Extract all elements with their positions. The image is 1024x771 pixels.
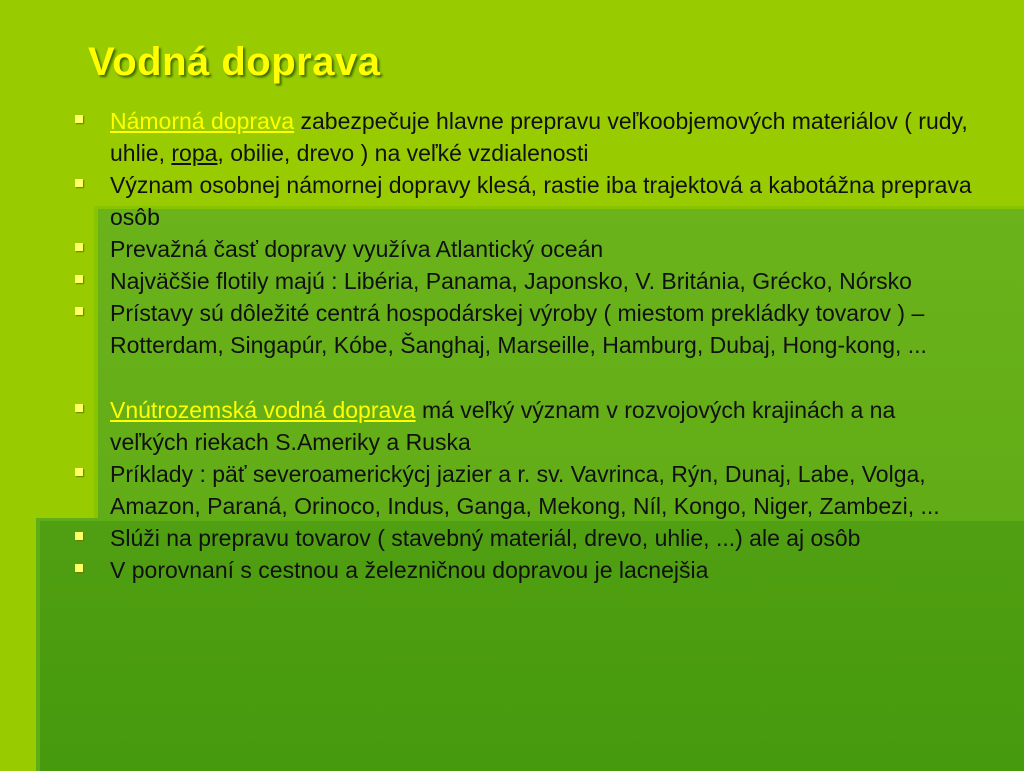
- square-bullet-icon: [75, 532, 83, 540]
- bullet-text: Najväčšie flotily majú : Libéria, Panama, Japonsko, V. Británia, Grécko, Nórsko: [110, 268, 912, 294]
- link-ropa[interactable]: ropa: [171, 140, 218, 166]
- bullet-text: Význam osobnej námornej dopravy klesá, rastie iba trajektová a kabotážna preprava osôb: [110, 172, 972, 230]
- list-item: [72, 297, 972, 361]
- link-vnutrozemska-vodna-doprava[interactable]: Vnútrozemská vodná doprava: [110, 397, 416, 423]
- bullet-text: V porovnaní s cestnou a železničnou dopravou je lacnejšia: [110, 557, 709, 583]
- bullet-text: , obilie, drevo ) na veľké vzdialenosti: [217, 140, 589, 166]
- slide-title: Vodná doprava: [88, 40, 381, 84]
- bullet-list: [72, 105, 972, 586]
- link-namorna-doprava[interactable]: Námorná doprava: [110, 108, 295, 134]
- square-bullet-icon: [75, 468, 83, 476]
- spacer: [72, 361, 972, 394]
- list-item: [72, 458, 972, 522]
- list-item: [72, 522, 972, 554]
- square-bullet-icon: [75, 404, 83, 412]
- list-item: [72, 554, 972, 586]
- bullet-text: má veľký význam v rozvojových krajinách a na veľkých riekach S.Ameriky a Ruska: [110, 397, 896, 455]
- bullet-text: Slúži na prepravu tovarov ( stavebný materiál, drevo, uhlie, ...) ale aj osôb: [110, 525, 861, 551]
- bullet-text: Príklady : päť severoamerickýcj jazier a r. sv. Vavrinca, Rýn, Dunaj, Labe, Volga, Amazon, Paraná, Orinoco, Indus, Ganga, Mekong, Níl, Kongo, Niger, Zambezi, ...: [110, 461, 940, 519]
- bullet-text: Prevažná časť dopravy využíva Atlantický oceán: [110, 236, 604, 262]
- list-item: [72, 233, 972, 265]
- list-item: [72, 265, 972, 297]
- list-item: [72, 394, 972, 458]
- list-item: [72, 169, 972, 233]
- square-bullet-icon: [75, 307, 83, 315]
- square-bullet-icon: [75, 179, 83, 187]
- square-bullet-icon: [75, 564, 83, 572]
- square-bullet-icon: [75, 115, 83, 123]
- bullet-text: zabezpečuje hlavne prepravu veľkoobjemových materiálov ( rudy, uhlie,: [110, 108, 968, 166]
- list-item: [72, 105, 972, 169]
- square-bullet-icon: [75, 275, 83, 283]
- square-bullet-icon: [75, 243, 83, 251]
- bullet-text: Prístavy sú dôležité centrá hospodárskej výroby ( miestom prekládky tovarov ) – Rotterdam, Singapúr, Kóbe, Šanghaj, Marseille, Hamburg, Dubaj, Hong-kong, ...: [110, 300, 927, 358]
